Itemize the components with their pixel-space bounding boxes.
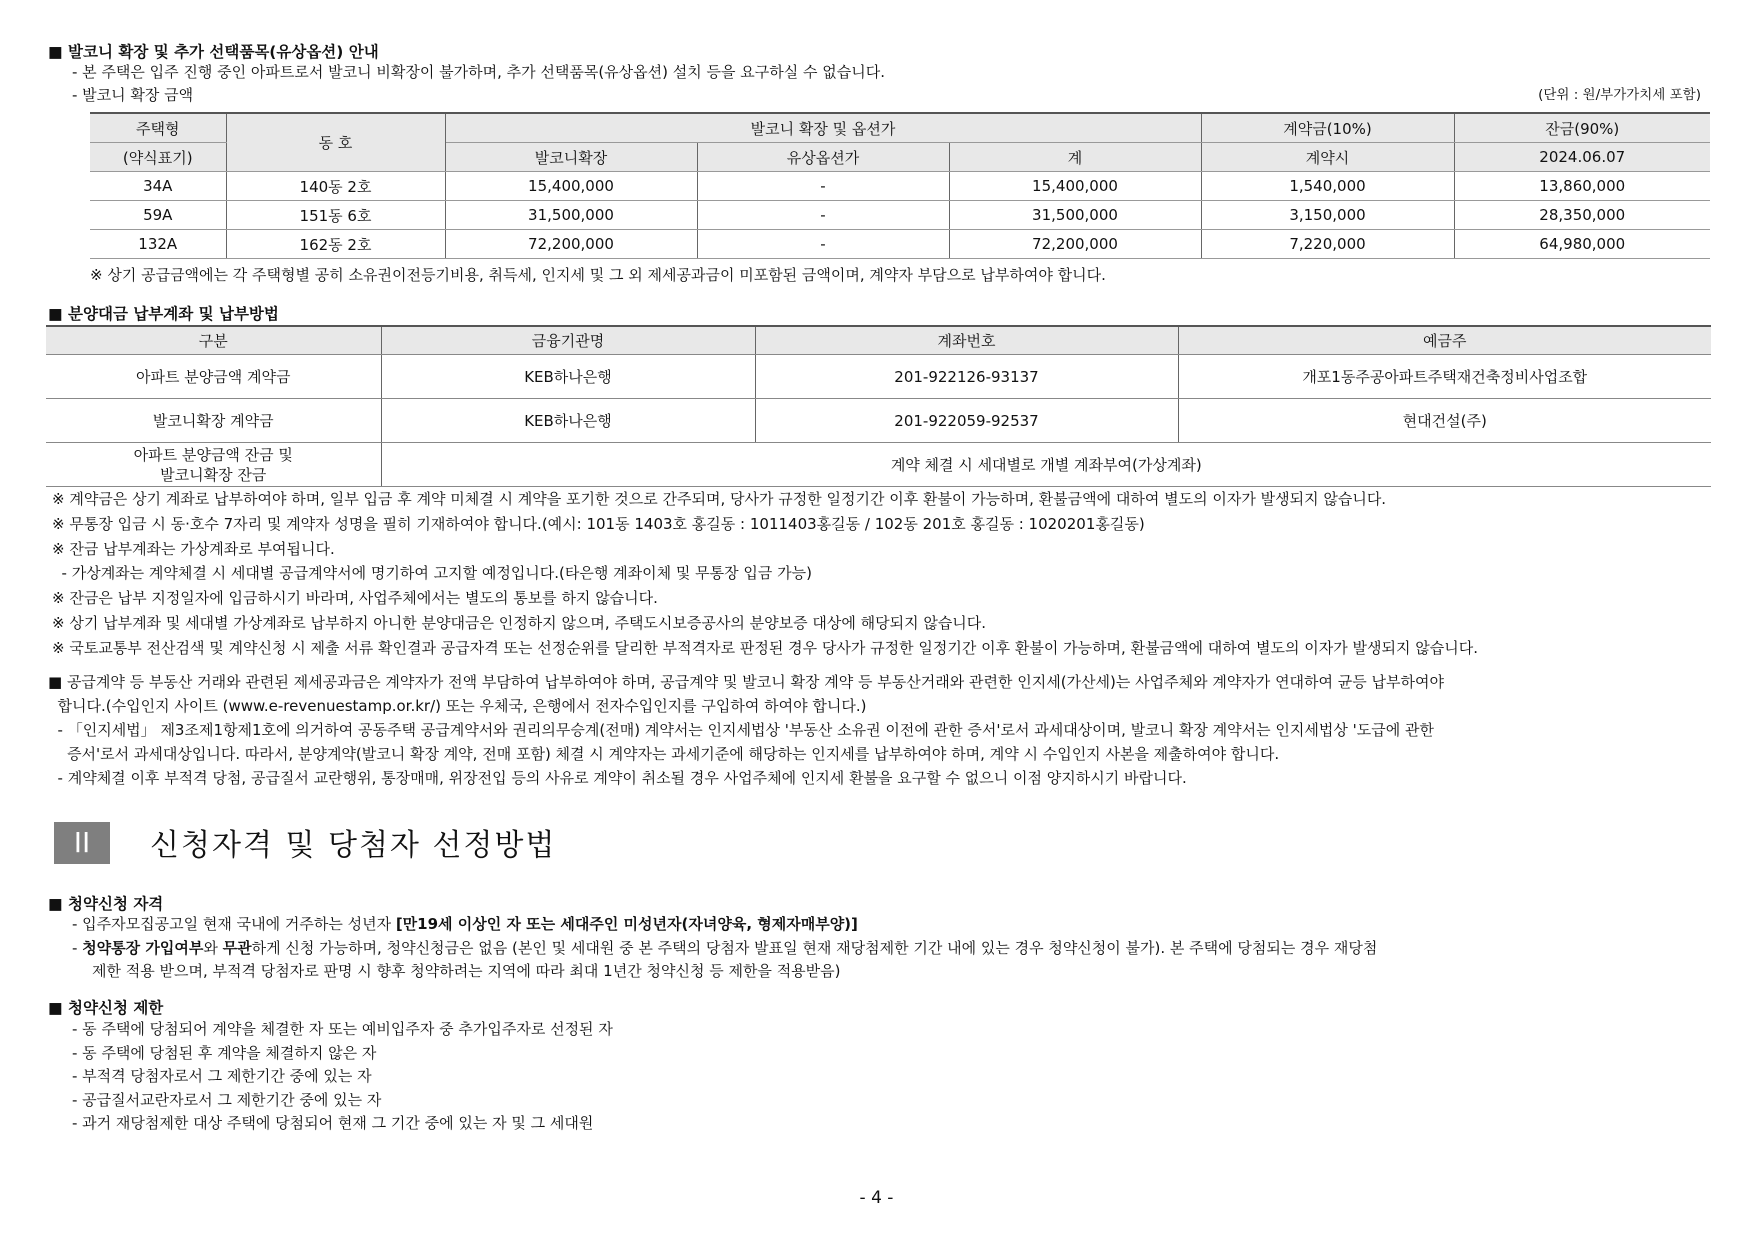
cell-bank: KEB하나은행 — [381, 355, 755, 399]
cell-total: 31,500,000 — [949, 201, 1201, 230]
eligibility-text: 하게 신청 가능하며, 청약신청금은 없음 (본인 및 세대원 중 본 주택의 당첨자 발표일 현재 재당첨제한 기간 내에 있는 경우 청약신청이 불가). 본 주택에 당첨되는 경우 재당첨 — [251, 939, 1378, 957]
cell-account: 201-922126-93137 — [755, 355, 1178, 399]
payment-note: ※ 상기 납부계좌 및 세대별 가상계좌로 납부하지 아니한 분양대금은 인정하지 않으며, 주택도시보증공사의 분양보증 대상에 해당되지 않습니다. — [52, 614, 987, 632]
cell-category — [46, 443, 381, 487]
cell-bank: KEB하나은행 — [381, 399, 755, 443]
eligibility-line-1 — [72, 915, 858, 934]
cell-holder: 현대건설(주) — [1178, 399, 1711, 443]
restriction-item: - 부적격 당첨자로서 그 제한기간 중에 있는 자 — [72, 1067, 372, 1085]
cell-total: 72,200,000 — [949, 230, 1201, 259]
section-title: 신청자격 및 당첨자 선정방법 — [150, 828, 557, 863]
cell-type: 34A — [90, 172, 226, 201]
stamp-line: - 계약체결 이후 부적격 당첨, 공급질서 교란행위, 통장매매, 위장전입 등의 사유로 계약이 취소될 경우 사업주체에 인지세 환불을 요구할 수 없으니 이점 양지하시기 바랍니다. — [48, 769, 1187, 787]
cell-balance: 64,980,000 — [1454, 230, 1710, 259]
cell-deposit: 7,220,000 — [1201, 230, 1454, 259]
header-total: 계 — [949, 143, 1201, 172]
stamp-line: 합니다.(수입인지 사이트 (www.e-revenuestamp.or.kr/) 또는 우체국, 은행에서 전자수입인지를 구입하여 하여야 합니다.) — [48, 697, 867, 715]
header-type-sub: (약식표기) — [90, 143, 226, 172]
restriction-item: - 동 주택에 당첨되어 계약을 체결한 자 또는 예비입주자 중 추가입주자로 선정된 자 — [72, 1020, 613, 1038]
header-balance: 잔금(90%) — [1454, 113, 1710, 143]
header-option: 유상옵션가 — [697, 143, 949, 172]
header-account: 계좌번호 — [755, 326, 1178, 355]
cell-category: 아파트 분양금액 계약금 — [46, 355, 381, 399]
eligibility-text: - 입주자모집공고일 현재 국내에 거주하는 성년자 — [72, 915, 396, 933]
cell-type: 59A — [90, 201, 226, 230]
header-dongho: 동 호 — [226, 113, 445, 172]
eligibility-bold-text: [만19세 이상인 자 또는 세대주인 미성년자(자녀양육, 형제자매부양)] — [395, 915, 858, 933]
restriction-item: - 공급질서교란자로서 그 제한기간 중에 있는 자 — [72, 1091, 382, 1109]
table-row — [90, 230, 1710, 259]
header-date: 2024.06.07 — [1454, 143, 1710, 172]
payment-note: ※ 계약금은 상기 계좌로 납부하여야 하며, 일부 입금 후 계약 미체결 시 계약을 포기한 것으로 간주되며, 당사가 규정한 일정기간 이후 환불이 가능하며, 환불금액에 대하여 별도의 이자가 발생되지 않습니다. — [52, 490, 1387, 508]
stamp-line: 증서'로서 과세대상입니다. 따라서, 분양계약(발코니 확장 계약, 전매 포함) 체결 시 계약자는 과세기준에 해당하는 인지세를 납부하여야 하며, 계약 시 수입인지 사본을 제출하여야 합니다. — [48, 745, 1280, 763]
table-row — [90, 172, 1710, 201]
cell-option: - — [697, 230, 949, 259]
balcony-note: ※ 상기 공급금액에는 각 주택형별 공히 소유권이전등기비용, 취득세, 인지세 및 그 외 제세공과금이 미포함된 금액이며, 계약자 부담으로 납부하여야 합니다. — [90, 266, 1106, 284]
eligibility-heading: ■ 청약신청 자격 — [48, 895, 164, 913]
cell-ext: 72,200,000 — [445, 230, 697, 259]
cell-total: 15,400,000 — [949, 172, 1201, 201]
header-type: 주택형 — [90, 113, 226, 143]
cell-dongho: 140동 2호 — [226, 172, 445, 201]
header-ext: 발코니확장 — [445, 143, 697, 172]
header-bank: 금융기관명 — [381, 326, 755, 355]
cell-holder: 개포1동주공아파트주택재건축정비사업조합 — [1178, 355, 1711, 399]
payment-note: - 가상계좌는 계약체결 시 세대별 공급계약서에 명기하여 고지할 예정입니다.(타은행 계좌이체 및 무통장 입금 가능) — [52, 564, 812, 582]
eligibility-line-2 — [72, 939, 1377, 958]
cell-deposit: 3,150,000 — [1201, 201, 1454, 230]
eligibility-line-3: 제한 적용 받으며, 부적격 당첨자로 판명 시 향후 청약하려는 지역에 따라 최대 1년간 청약신청 등 제한을 적용받음) — [92, 962, 841, 980]
dash: - — [72, 939, 83, 957]
restriction-item: - 과거 재당첨제한 대상 주택에 당첨되어 현재 그 기간 중에 있는 자 및 그 세대원 — [72, 1114, 594, 1132]
cell-category-line-2: 발코니확장 잔금 — [160, 465, 267, 484]
payment-note: ※ 잔금은 납부 지정일자에 입금하시기 바라며, 사업주체에서는 별도의 통보를 하지 않습니다. — [52, 589, 658, 607]
payment-note: ※ 국토교통부 전산검색 및 계약신청 시 제출 서류 확인결과 공급자격 또는 선정순위를 달리한 부적격자로 판정된 경우 당사가 규정한 일정기간 이후 환불이 가능하며, 환불금액에 대하여 별도의 이자가 발생되지 않습니다. — [52, 639, 1478, 657]
payment-note: ※ 잔금 납부계좌는 가상계좌로 부여됩니다. — [52, 540, 335, 558]
payment-note: ※ 무통장 입금 시 동·호수 7자리 및 계약자 성명을 필히 기재하여야 합니다.(예시: 101동 1403호 홍길동 : 1011403홍길동 / 102동 201호 홍길동 : 1020201홍길동) — [52, 515, 1145, 533]
balcony-heading: ■ 발코니 확장 및 추가 선택품목(유상옵션) 안내 — [48, 43, 379, 61]
cell-dongho: 162동 2호 — [226, 230, 445, 259]
eligibility-text: 와 — [203, 939, 223, 957]
cell-option: - — [697, 172, 949, 201]
table-row — [46, 399, 1711, 443]
payment-account-table — [46, 325, 1711, 487]
cell-dongho: 151동 6호 — [226, 201, 445, 230]
header-price: 발코니 확장 및 옵션가 — [445, 113, 1201, 143]
cell-deposit: 1,540,000 — [1201, 172, 1454, 201]
eligibility-bold-text: 청약통장 가입여부 — [82, 939, 204, 957]
table-row — [46, 355, 1711, 399]
cell-type: 132A — [90, 230, 226, 259]
header-holder: 예금주 — [1178, 326, 1711, 355]
eligibility-bold-text: 무관 — [222, 939, 252, 957]
balcony-price-table — [90, 112, 1710, 259]
header-category: 구분 — [46, 326, 381, 355]
cell-virtual-account: 계약 체결 시 세대별로 개별 계좌부여(가상계좌) — [381, 443, 1711, 487]
section-number-badge: II — [54, 822, 110, 864]
stamp-line: ■ 공급계약 등 부동산 거래와 관련된 제세공과금은 계약자가 전액 부담하여 납부하여야 하며, 공급계약 및 발코니 확장 계약 등 부동산거래와 관련한 인지세(가산세)는 사업주체와 계약자가 연대하여 균등 납부하여야 — [48, 673, 1444, 691]
stamp-line: - 「인지세법」 제3조제1항제1호에 의거하여 공동주택 공급계약서와 권리의무승계(전매) 계약서는 인지세법상 '부동산 소유권 이전에 관한 증서'로서 과세대상이며, 발코니 확장 계약서는 인지세법상 '도급에 관한 — [48, 721, 1434, 739]
cell-ext: 15,400,000 — [445, 172, 697, 201]
balcony-line-1: - 본 주택은 입주 진행 중인 아파트로서 발코니 비확장이 불가하며, 추가 선택품목(유상옵션) 설치 등을 요구하실 수 없습니다. — [72, 63, 885, 81]
cell-category: 발코니확장 계약금 — [46, 399, 381, 443]
restriction-heading: ■ 청약신청 제한 — [48, 999, 164, 1017]
cell-category-line-1: 아파트 분양금액 잔금 및 — [133, 445, 293, 464]
header-contract: 계약시 — [1201, 143, 1454, 172]
cell-account: 201-922059-92537 — [755, 399, 1178, 443]
page-number: - 4 - — [859, 1188, 894, 1208]
table-row — [90, 201, 1710, 230]
header-deposit: 계약금(10%) — [1201, 113, 1454, 143]
balcony-line-2: - 발코니 확장 금액 — [72, 86, 194, 104]
restriction-item: - 동 주택에 당첨된 후 계약을 체결하지 않은 자 — [72, 1044, 377, 1062]
unit-note: (단위 : 원/부가가치세 포함) — [1538, 87, 1701, 103]
cell-option: - — [697, 201, 949, 230]
table-row — [46, 443, 1711, 487]
cell-ext: 31,500,000 — [445, 201, 697, 230]
cell-balance: 13,860,000 — [1454, 172, 1710, 201]
cell-balance: 28,350,000 — [1454, 201, 1710, 230]
payment-heading: ■ 분양대금 납부계좌 및 납부방법 — [48, 305, 279, 323]
